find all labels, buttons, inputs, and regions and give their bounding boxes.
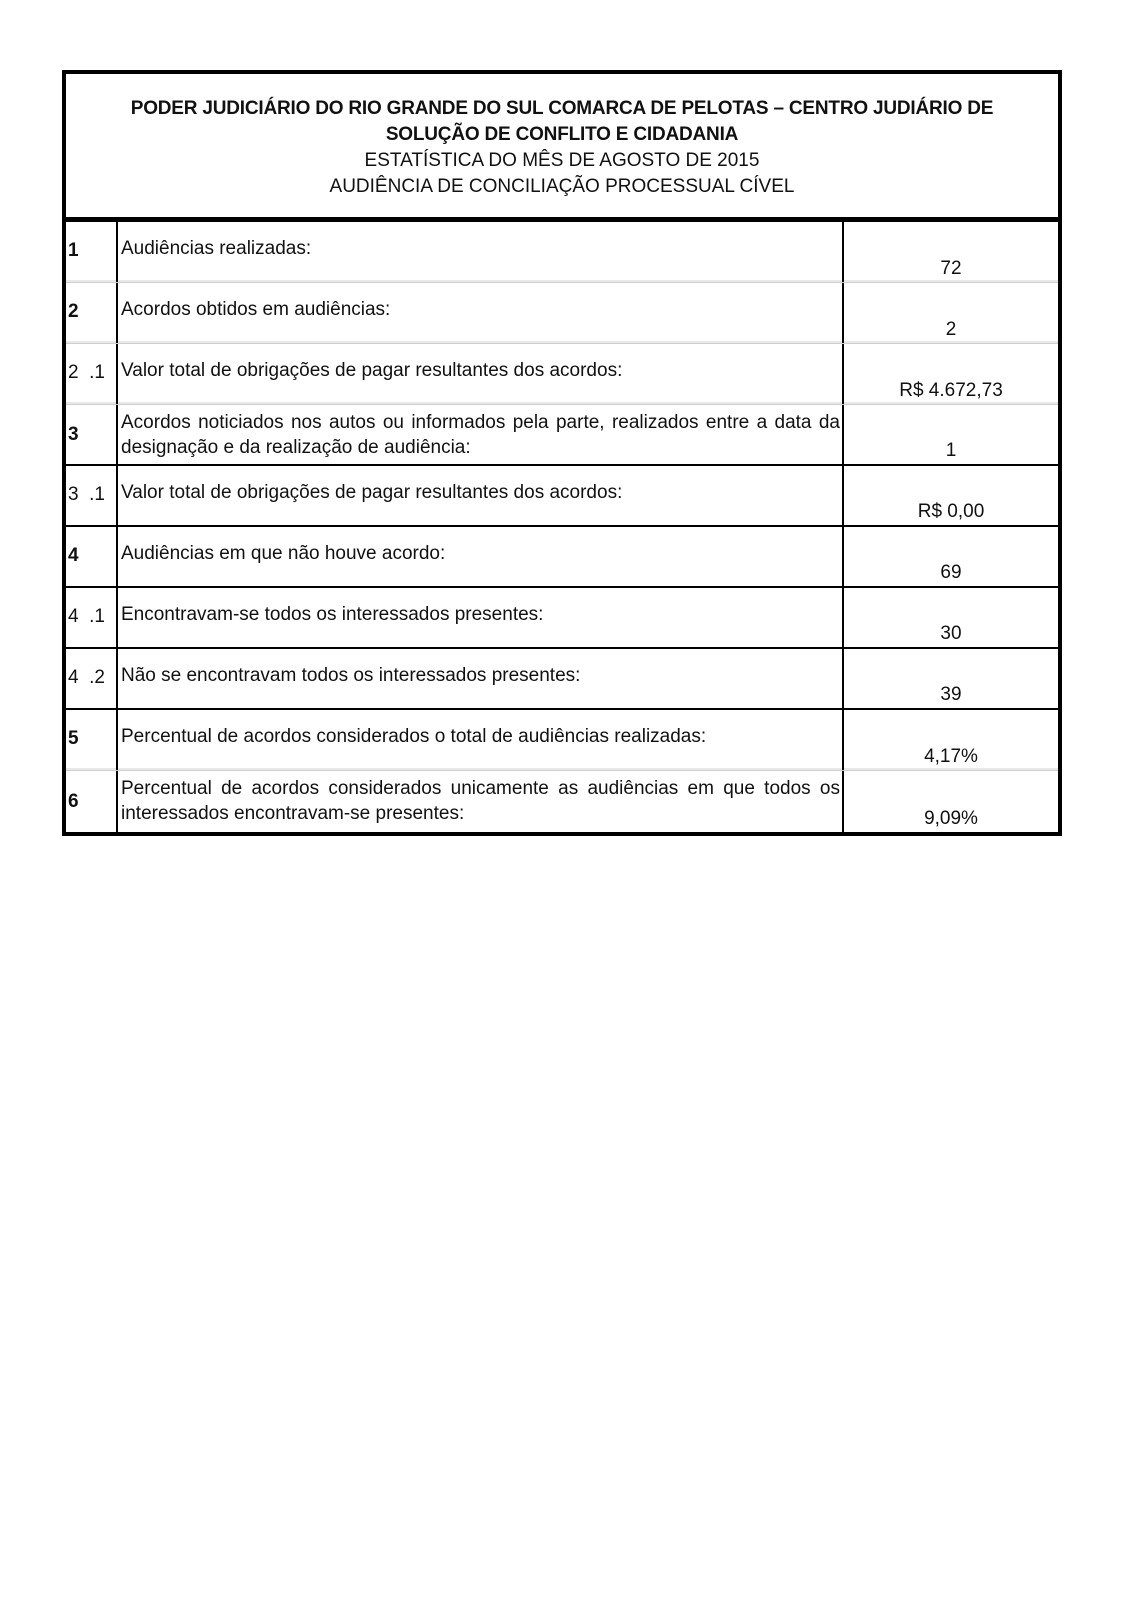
- table-header: [66, 74, 1058, 222]
- row-description: Percentual de acordos considerados o total de audiências realizadas:: [118, 710, 844, 770]
- row-number: 4 .1: [66, 588, 118, 647]
- row-value: 2: [945, 319, 957, 340]
- row-description: Acordos obtidos em audiências:: [118, 283, 844, 343]
- table-row: [66, 710, 1058, 771]
- row-description: Audiências realizadas:: [118, 222, 844, 282]
- row-description: Valor total de obrigações de pagar resultantes dos acordos:: [118, 344, 844, 404]
- table-row: [66, 222, 1058, 283]
- report-month: ESTATÍSTICA DO MÊS DE AGOSTO DE 2015: [364, 150, 760, 171]
- row-description: Percentual de acordos considerados unicamente as audiências em que todos os interessados encontravam-se presentes:: [118, 771, 844, 832]
- row-number: 3: [66, 405, 118, 464]
- row-description: Não se encontravam todos os interessados presentes:: [118, 649, 844, 708]
- row-description: Acordos noticiados nos autos ou informados pela parte, realizados entre a data da designação e da realização de audiência:: [118, 405, 844, 464]
- row-value: 1: [945, 440, 957, 461]
- row-value: R$ 4.672,73: [899, 380, 1003, 401]
- statistics-table: [62, 70, 1062, 836]
- row-number: 4: [66, 527, 118, 586]
- table-row: [66, 283, 1058, 344]
- row-value: R$ 0,00: [917, 501, 985, 522]
- row-number: 2 .1: [66, 344, 118, 404]
- table-row: [66, 466, 1058, 527]
- table-row: [66, 649, 1058, 710]
- row-value: 72: [940, 258, 962, 279]
- row-value: 9,09%: [924, 808, 978, 829]
- table-row: [66, 588, 1058, 649]
- row-description: Encontravam-se todos os interessados presentes:: [118, 588, 844, 647]
- table-row: [66, 771, 1058, 832]
- table-row: [66, 405, 1058, 466]
- row-description: Valor total de obrigações de pagar resultantes dos acordos:: [118, 466, 844, 525]
- table-row: [66, 527, 1058, 588]
- row-value: 39: [940, 684, 962, 705]
- row-value: 4,17%: [924, 746, 978, 767]
- row-value: 30: [940, 623, 962, 644]
- report-subject: AUDIÊNCIA DE CONCILIAÇÃO PROCESSUAL CÍVEL: [329, 176, 795, 197]
- table-body: [66, 222, 1058, 832]
- row-value: 69: [940, 562, 962, 583]
- row-number: 1: [66, 222, 118, 282]
- court-title-line-2: SOLUÇÃO DE CONFLITO E CIDADANIA: [385, 124, 739, 145]
- row-description: Audiências em que não houve acordo:: [118, 527, 844, 586]
- row-number: 2: [66, 283, 118, 343]
- court-title-line-1: PODER JUDICIÁRIO DO RIO GRANDE DO SUL COMARCA DE PELOTAS – CENTRO JUDIÁRIO DE: [130, 98, 994, 119]
- table-row: [66, 344, 1058, 405]
- row-number: 6: [66, 771, 118, 832]
- row-number: 3 .1: [66, 466, 118, 525]
- row-number: 5: [66, 710, 118, 770]
- row-number: 4 .2: [66, 649, 118, 708]
